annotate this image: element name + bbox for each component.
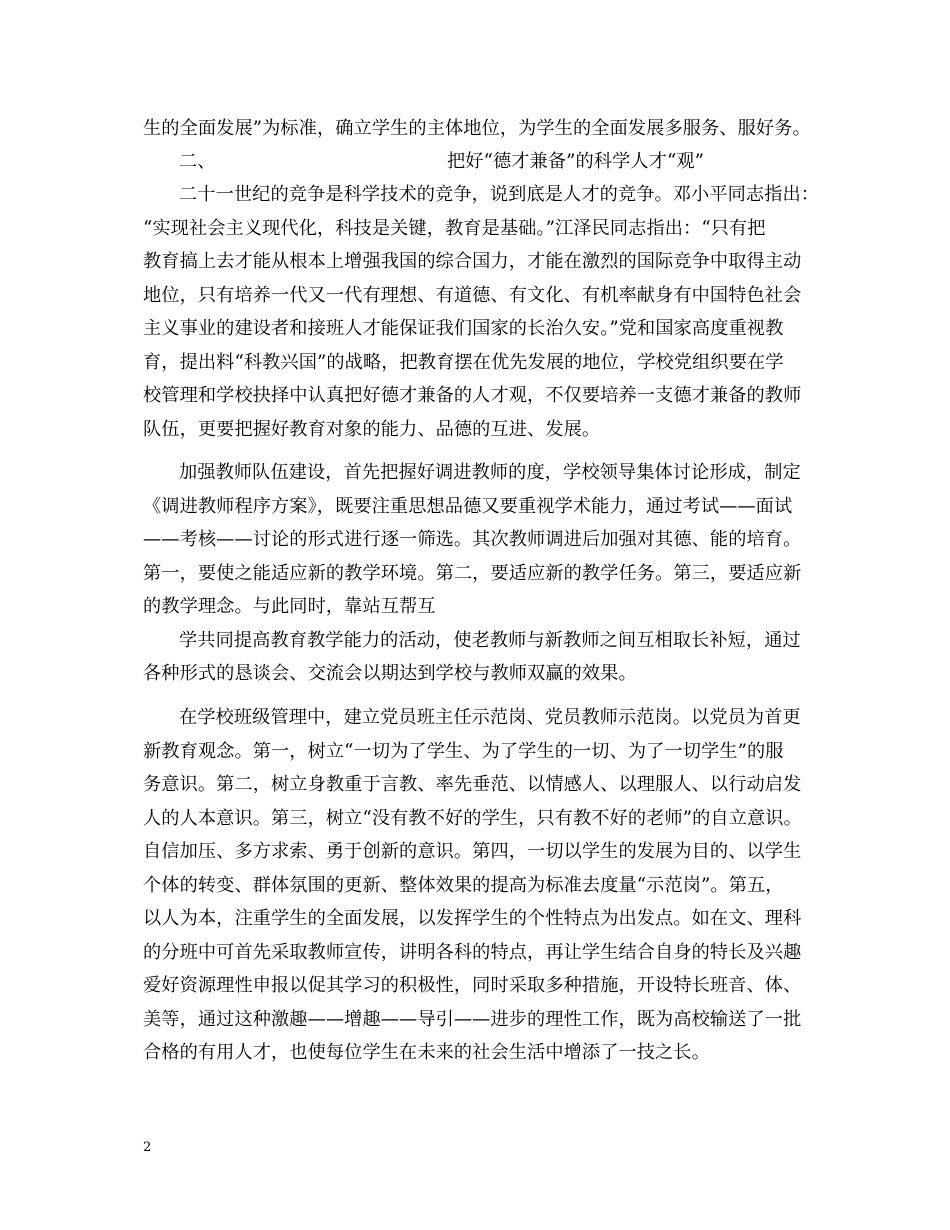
paragraph-first-line: 学共同提高教育教学能力的活动，使老教师与新教师之间互相取长补短，通过 xyxy=(179,630,801,651)
section-number: 二、 xyxy=(179,151,216,172)
paragraph-first-line: 二十一世纪的竞争是科学技术的竞争，说到底是人才的竞争。邓小平同志指出： xyxy=(179,184,820,205)
body-line: 育，提出料“科教兴国”的战略，把教育摆在优先发展的地位，学校党组织要在学 xyxy=(143,352,784,373)
body-line: 个体的转变、群体氛围的更新、整体效果的提高为标准去度量“示范岗”。第五， xyxy=(143,875,784,896)
body-line: 美等，通过这种激趣——增趣——导引——进步的理性工作，既为高校输送了一批 xyxy=(143,1009,802,1030)
body-line: 合格的有用人才，也使每位学生在未来的社会生活中增添了一技之长。 xyxy=(143,1042,710,1063)
body-line: 各种形式的恳谈会、交流会以期达到学校与教师双赢的效果。 xyxy=(143,663,637,684)
paragraph-first-line: 在学校班级管理中，建立党员班主任示范岗、党员教师示范岗。以党员为首更 xyxy=(179,707,801,728)
body-line: ——考核——讨论的形式进行逐一筛选。其次教师调进后加强对其德、能的培育。 xyxy=(143,529,802,550)
body-line: 的教学理念。与此同时，靠站互帮互 xyxy=(143,596,436,617)
page-number: 2 xyxy=(143,1140,152,1155)
body-line: “实现社会主义现代化，科技是关键，教育是基础。”江泽民同志指出：“只有把 xyxy=(143,218,766,239)
body-line: 务意识。第二，树立身教重于言教、率先垂范、以情感人、以理服人、以行动启发 xyxy=(143,774,802,795)
body-line: 爱好资源理性申报以促其学习的积极性，同时采取多种措施，开设特长班音、体、 xyxy=(143,975,802,996)
body-line: 队伍，更要把握好教育对象的能力、品德的互进、发展。 xyxy=(143,419,601,440)
section-heading: 把好“德才兼备”的科学人才“观” xyxy=(447,151,705,172)
body-line: 新教育观念。第一，树立“一切为了学生、为了学生的一切、为了一切学生”的服 xyxy=(143,741,784,762)
body-line: 第一，要使之能适应新的教学环境。第二，要适应新的教学任务。第三，要适应新 xyxy=(143,563,802,584)
body-line: 的分班中可首先采取教师宣传，讲明各科的特点，再让学生结合自身的特长及兴趣 xyxy=(143,942,802,963)
body-line: 《调进教师程序方案》，既要注重思想品德又要重视学术能力，通过考试——面试 xyxy=(143,496,793,517)
body-line: 地位，只有培养一代又一代有理想、有道德、有文化、有机率献身有中国特色社会 xyxy=(143,285,802,306)
paragraph-first-line: 加强教师队伍建设，首先把握好调进教师的度，学校领导集体讨论形成，制定 xyxy=(179,462,801,483)
body-line: 以人为本，注重学生的全面发展，以发挥学生的个性特点为出发点。如在文、理科 xyxy=(143,908,802,929)
body-line: 主义事业的建设者和接班人才能保证我们国家的长治久安。”党和国家高度重视教 xyxy=(143,318,784,339)
body-line: 人的人本意识。第三，树立“没有教不好的学生，只有教不好的老师”的自立意识。 xyxy=(143,808,802,829)
body-line: 自信加压、多方求索、勇于创新的意识。第四，一切以学生的发展为目的、以学生 xyxy=(143,841,802,862)
body-line: 校管理和学校抉择中认真把好德才兼备的人才观，不仅要培养一支德才兼备的教师 xyxy=(143,385,802,406)
body-line: 教育搞上去才能从根本上增强我国的综合国力，才能在激烈的国际竞争中取得主动 xyxy=(143,251,802,272)
body-line: 生的全面发展”为标准，确立学生的主体地位，为学生的全面发展多服务、服好务。 xyxy=(143,118,811,139)
